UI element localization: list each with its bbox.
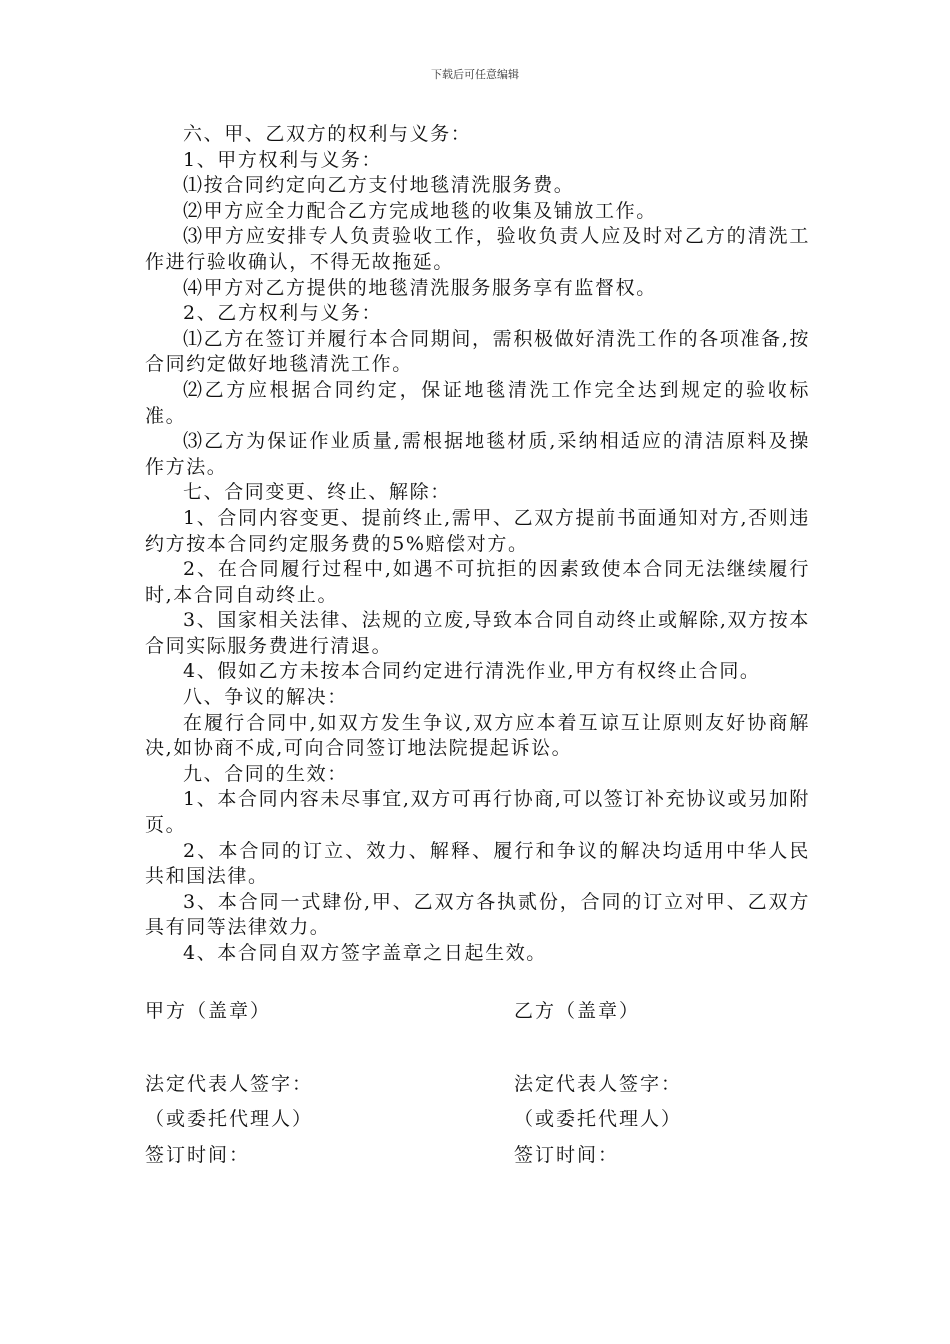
clause: ⑴按合同约定向乙方支付地毯清洗服务费。 — [183, 174, 575, 197]
party-b-rep-signature: 法定代表人签字： — [514, 1073, 683, 1095]
section-heading: 七、合同变更、终止、解除： — [183, 481, 451, 504]
party-b-agent: （或委托代理人） — [514, 1108, 683, 1130]
subsection-heading: 1、甲方权利与义务： — [183, 148, 383, 171]
section-heading: 八、争议的解决： — [183, 686, 348, 709]
clause: 3、本合同一式肆份,甲、乙双方各执贰份，合同的订立对甲、乙双方具有同等法律效力。 — [145, 890, 810, 939]
subsection-heading: 2、乙方权利与义务： — [183, 302, 383, 325]
clause: ⑶乙方为保证作业质量,需根据地毯材质,采纳相适应的清洁原料及操作方法。 — [145, 430, 810, 478]
clause: ⑵甲方应全力配合乙方完成地毯的收集及铺放工作。 — [183, 199, 657, 222]
clause: 2、在合同履行过程中,如遇不可抗拒的因素致使本合同无法继续履行时,本合同自动终止。 — [145, 558, 810, 606]
clause: 1、合同内容变更、提前终止,需甲、乙双方提前书面通知对方,否则违约方按本合同约定服务费的5%赔偿对方。 — [145, 506, 810, 555]
party-b-sign-date: 签订时间： — [514, 1144, 620, 1166]
clause: 2、本合同的订立、效力、解释、履行和争议的解决均适用中华人民共和国法律。 — [145, 839, 810, 888]
party-a-sign-date: 签订时间： — [145, 1144, 251, 1166]
clause: ⑶甲方应安排专人负责验收工作，验收负责人应及时对乙方的清洗工作进行验收确认，不得无故拖延。 — [145, 225, 810, 273]
clause: 1、本合同内容未尽事宜,双方可再行协商,可以签订补充协议或另加附页。 — [145, 788, 810, 837]
clause: 在履行合同中,如双方发生争议,双方应本着互谅互让原则友好协商解决,如协商不成,可向合同签订地法院提起诉讼。 — [145, 711, 810, 760]
page-header: 下载后可任意编辑 — [431, 68, 519, 81]
clause: ⑵乙方应根据合同约定，保证地毯清洗工作完全达到规定的验收标准。 — [145, 378, 810, 427]
party-a-rep-signature: 法定代表人签字： — [145, 1073, 314, 1095]
clause: 4、假如乙方未按本合同约定进行清洗作业,甲方有权终止合同。 — [183, 660, 761, 683]
party-b-seal: 乙方（盖章） — [514, 1000, 641, 1022]
section-heading: 六、甲、乙双方的权利与义务： — [183, 123, 472, 145]
clause: 3、国家相关法律、法规的立废,导致本合同自动终止或解除,双方按本合同实际服务费进行清退。 — [145, 609, 810, 657]
contract-body — [145, 122, 810, 967]
clause: ⑷甲方对乙方提供的地毯清洗服务服务享有监督权。 — [183, 276, 657, 299]
party-a-agent: （或委托代理人） — [145, 1108, 314, 1130]
party-a-seal: 甲方（盖章） — [145, 1000, 272, 1022]
clause: ⑴乙方在签订并履行本合同期间，需积极做好清洗工作的各项准备,按合同约定做好地毯清洗工作。 — [145, 327, 810, 376]
clause: 4、本合同自双方签字盖章之日起生效。 — [183, 942, 547, 964]
section-heading: 九、合同的生效： — [183, 762, 348, 785]
